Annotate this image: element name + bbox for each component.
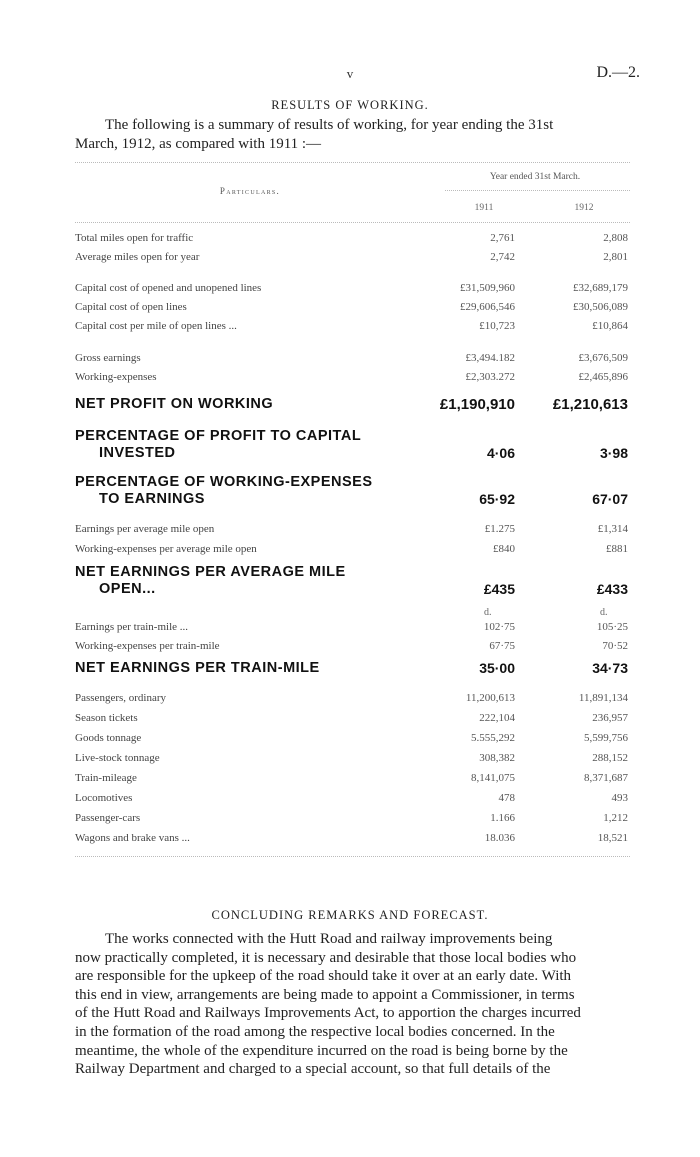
value-1912: 2,801 xyxy=(603,251,628,263)
row-label-line2: INVESTED xyxy=(99,445,176,461)
table-row xyxy=(75,772,630,790)
body-line: now practically completed, it is necessary and desirable that those local bodies who xyxy=(75,949,577,966)
intro-line: The following is a summary of results of working, for year ending the 31st xyxy=(105,117,554,133)
value-1912: £881 xyxy=(606,543,628,555)
row-label-line1: PERCENTAGE OF PROFIT TO CAPITAL xyxy=(75,428,362,444)
table-row xyxy=(75,352,630,370)
value-1912: 34·73 xyxy=(592,660,628,676)
value-1911: 102·75 xyxy=(483,621,515,633)
pence-unit: d. xyxy=(484,607,492,618)
section-title-2: CONCLUDING REMARKS AND FORECAST. xyxy=(211,908,489,922)
row-label: Total miles open for traffic xyxy=(75,232,194,244)
value-1912: £32,689,179 xyxy=(573,282,628,294)
table-row xyxy=(75,301,630,319)
row-label-line1: PERCENTAGE OF WORKING-EXPENSES xyxy=(75,474,373,490)
table-row xyxy=(75,812,630,830)
value-1912: 67·07 xyxy=(592,491,628,507)
table-header-rule xyxy=(75,222,630,223)
row-label: Passengers, ordinary xyxy=(75,692,167,704)
value-1911: 11,200,613 xyxy=(465,692,515,704)
table-row xyxy=(75,523,630,541)
value-1911: 308,382 xyxy=(479,752,515,764)
value-1911: 5.555,292 xyxy=(471,732,515,744)
row-label: Goods tonnage xyxy=(75,732,142,744)
value-1911: £10,723 xyxy=(479,320,515,332)
value-1911: £31,509,960 xyxy=(460,282,515,294)
value-1912: £10,864 xyxy=(592,320,628,332)
value-1912: 2,808 xyxy=(603,232,628,244)
value-1912: £433 xyxy=(596,581,628,597)
value-1911: £1.275 xyxy=(484,523,515,535)
table-row xyxy=(75,732,630,750)
body-line: this end in view, arrangements are being made to appoint a Commissioner, in terms xyxy=(75,986,575,1003)
value-1911: £1,190,910 xyxy=(439,396,515,413)
value-1911: £435 xyxy=(483,581,515,597)
page-reference: D.—2. xyxy=(596,64,640,81)
body-line: The works connected with the Hutt Road and railway improvements being xyxy=(105,931,553,947)
value-1911: £2,303.272 xyxy=(465,371,515,383)
table-top-rule xyxy=(75,162,630,163)
table-row xyxy=(75,282,630,300)
value-1911: 65·92 xyxy=(479,491,515,507)
col-header-1911: 1911 xyxy=(474,203,494,213)
table-row xyxy=(75,640,630,658)
row-label-line1: NET EARNINGS PER AVERAGE MILE xyxy=(75,564,346,580)
value-1912: £3,676,509 xyxy=(578,352,628,364)
table-bottom-rule xyxy=(75,856,630,857)
table-row xyxy=(75,832,630,850)
body-line: are responsible for the upkeep of the road should take it over at an early date. With xyxy=(75,968,572,985)
body-line: meantime, the whole of the expenditure incurred on the road is being borne by the xyxy=(75,1042,568,1059)
row-label-line2: OPEN... xyxy=(99,581,156,597)
value-1912: 70·52 xyxy=(602,640,628,652)
table-row xyxy=(75,251,630,269)
year-header: Year ended 31st March. xyxy=(489,172,581,182)
value-1911: 8,141,075 xyxy=(471,772,515,784)
value-1912: £1,314 xyxy=(597,523,628,535)
particulars-header: Particulars. xyxy=(219,186,281,196)
value-1911: £3,494.182 xyxy=(465,352,515,364)
row-label: Earnings per train-mile ... xyxy=(75,621,189,633)
body-line: of the Hutt Road and Railways Improvements Act, to apportion the charges incurred xyxy=(75,1005,581,1022)
row-label: Locomotives xyxy=(75,792,133,804)
value-1912: 105·25 xyxy=(596,621,628,633)
value-1912: 493 xyxy=(611,792,628,804)
value-1912: 1,212 xyxy=(603,812,628,824)
row-label: Train-mileage xyxy=(75,772,137,784)
table-row xyxy=(75,752,630,770)
table-row xyxy=(75,543,630,561)
row-label: Working-expenses per average mile open xyxy=(75,543,257,555)
row-label: Capital cost of open lines xyxy=(75,301,187,313)
body-line: Railway Department and charged to a special account, so that full details of the xyxy=(75,1061,551,1078)
value-1911: 18.036 xyxy=(484,832,515,844)
body-line: in the formation of the road among the respective local bodies concerned. In the xyxy=(75,1023,555,1040)
table-row xyxy=(75,621,630,639)
table-row xyxy=(75,792,630,810)
row-label: Earnings per average mile open xyxy=(75,523,215,535)
value-1912: 8,371,687 xyxy=(584,772,628,784)
intro-paragraph xyxy=(75,116,645,154)
value-1912: 5,599,756 xyxy=(584,732,628,744)
table-row xyxy=(75,320,630,338)
row-label: NET EARNINGS PER TRAIN-MILE xyxy=(75,660,320,676)
table-row xyxy=(75,371,630,389)
value-1912: £2,465,896 xyxy=(578,371,628,383)
table-row-total xyxy=(75,564,630,600)
table-row xyxy=(75,712,630,730)
value-1912: £1,210,613 xyxy=(552,396,628,413)
row-label: Average miles open for year xyxy=(75,251,200,263)
table-row-total xyxy=(75,474,630,510)
value-1912: 3·98 xyxy=(599,445,628,461)
value-1911: 222,104 xyxy=(479,712,515,724)
row-label: Gross earnings xyxy=(75,352,141,364)
table-row-total xyxy=(75,428,630,464)
row-label-line2: TO EARNINGS xyxy=(99,491,205,507)
page-number: v xyxy=(346,66,354,81)
value-1911: 2,761 xyxy=(490,232,515,244)
value-1912: 236,957 xyxy=(592,712,628,724)
value-1912: 18,521 xyxy=(597,832,628,844)
row-label: Season tickets xyxy=(75,712,138,724)
value-1911: 67·75 xyxy=(489,640,515,652)
value-1911: 478 xyxy=(498,792,515,804)
row-label: Live-stock tonnage xyxy=(75,752,160,764)
table-row xyxy=(75,692,630,710)
table-row-total xyxy=(75,396,630,418)
row-label: Capital cost per mile of open lines ... xyxy=(75,320,237,332)
row-label: Working-expenses per train-mile xyxy=(75,640,220,652)
col-header-1912: 1912 xyxy=(574,203,594,213)
section-title: RESULTS OF WORKING. xyxy=(271,98,429,112)
value-1911: 4·06 xyxy=(486,445,515,461)
row-label: NET PROFIT ON WORKING xyxy=(75,396,274,412)
value-1911: 2,742 xyxy=(490,251,515,263)
body-paragraph xyxy=(75,930,638,1079)
row-label: Capital cost of opened and unopened lines xyxy=(75,282,262,294)
year-header-rule xyxy=(445,190,630,191)
row-label: Wagons and brake vans ... xyxy=(75,832,190,844)
pence-unit: d. xyxy=(600,607,608,618)
row-label: Passenger-cars xyxy=(75,812,141,824)
value-1911: 1.166 xyxy=(490,812,515,824)
intro-line: March, 1912, as compared with 1911 :— xyxy=(75,136,322,152)
row-label: Working-expenses xyxy=(75,371,157,383)
table-row-total xyxy=(75,660,630,682)
value-1911: 35·00 xyxy=(479,660,515,676)
value-1911: £840 xyxy=(493,543,515,555)
table-row xyxy=(75,232,630,250)
value-1911: £29,606,546 xyxy=(460,301,515,313)
value-1912: 288,152 xyxy=(592,752,628,764)
value-1912: 11,891,134 xyxy=(578,692,628,704)
value-1912: £30,506,089 xyxy=(573,301,628,313)
